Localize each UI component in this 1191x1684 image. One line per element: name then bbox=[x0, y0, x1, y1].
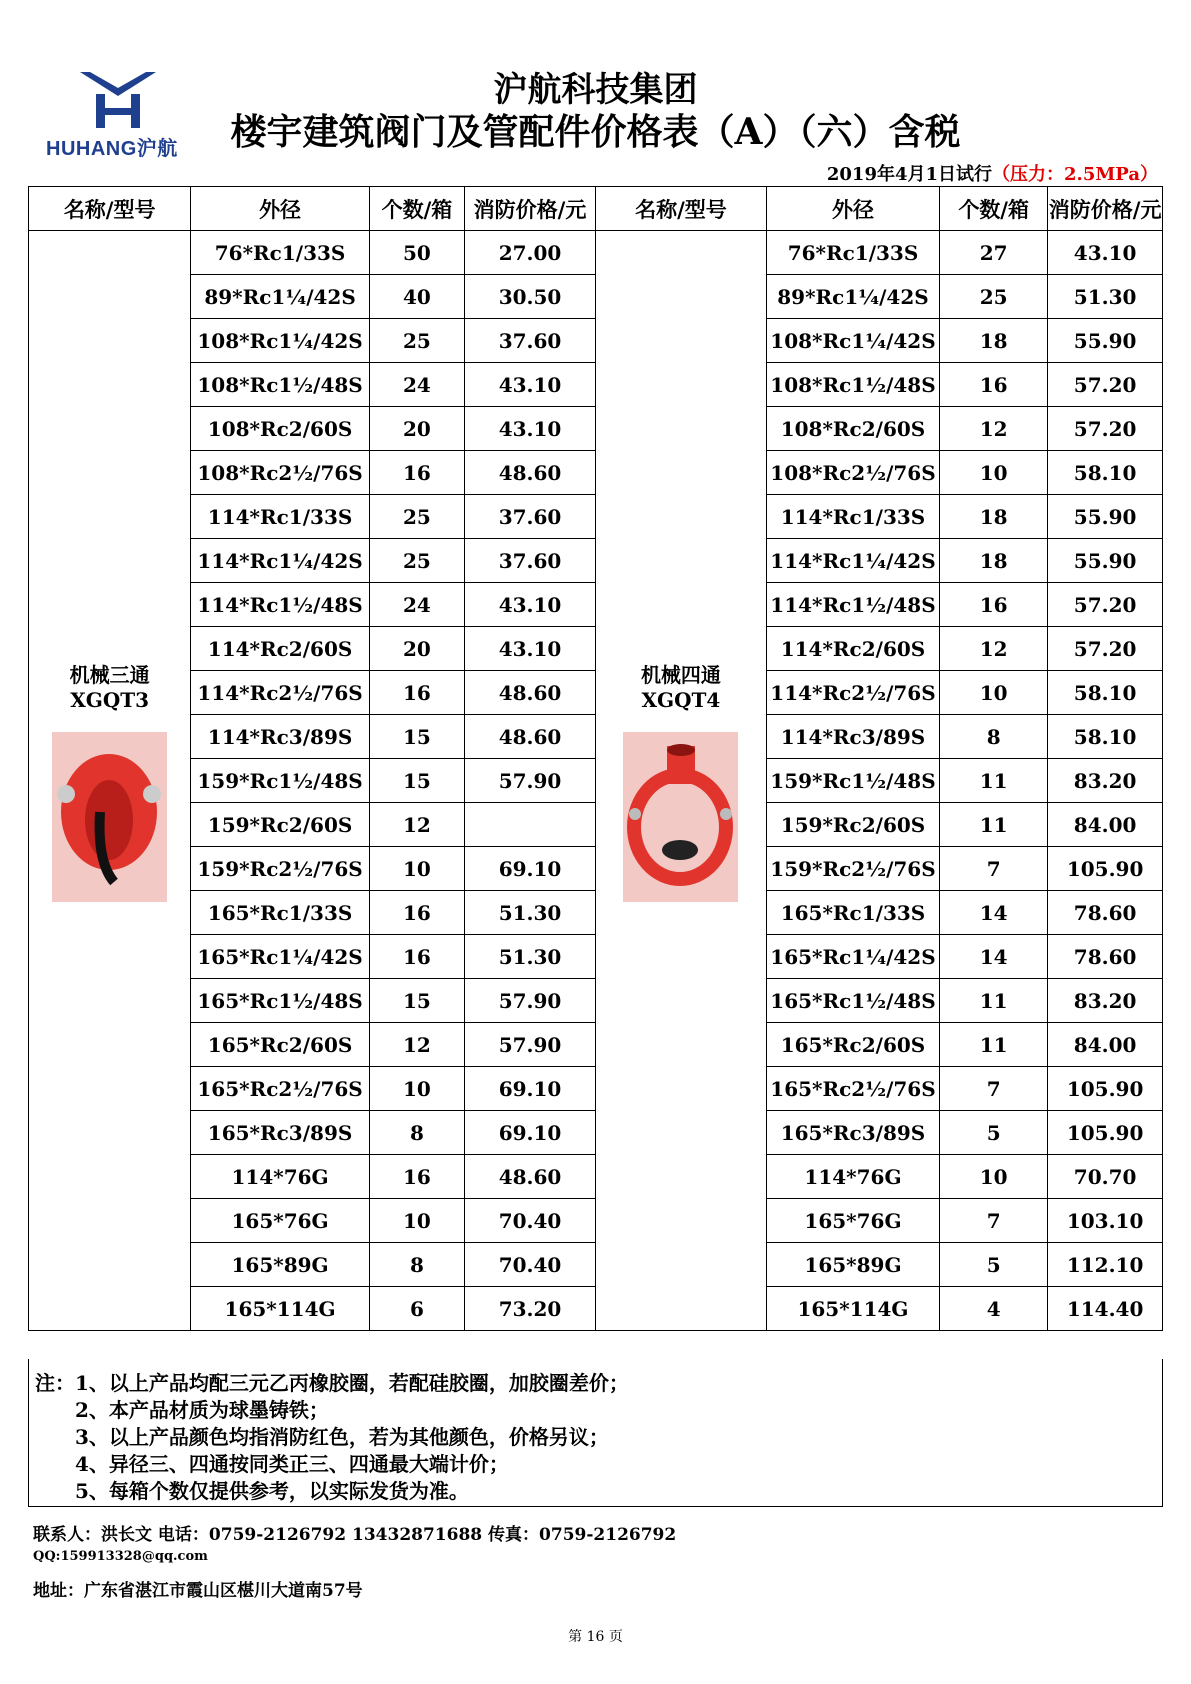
left-price-cell: 43.10 bbox=[465, 407, 596, 451]
right-price-cell: 105.90 bbox=[1048, 1067, 1163, 1111]
left-qty-cell: 15 bbox=[369, 715, 464, 759]
right-price-cell: 105.90 bbox=[1048, 847, 1163, 891]
right-od-cell: 159*Rc2½/76S bbox=[766, 847, 939, 891]
right-od-cell: 165*114G bbox=[766, 1287, 939, 1331]
left-od-cell: 108*Rc1¼/42S bbox=[191, 319, 370, 363]
price-table bbox=[28, 186, 1163, 1331]
right-product-cell bbox=[595, 231, 766, 1331]
left-qty-cell: 24 bbox=[369, 583, 464, 627]
left-od-cell: 165*Rc2½/76S bbox=[191, 1067, 370, 1111]
left-qty-cell: 8 bbox=[369, 1243, 464, 1287]
left-price-cell: 43.10 bbox=[465, 363, 596, 407]
left-od-cell: 159*Rc2/60S bbox=[191, 803, 370, 847]
right-od-cell: 159*Rc2/60S bbox=[766, 803, 939, 847]
left-qty-cell: 40 bbox=[369, 275, 464, 319]
left-price-cell: 30.50 bbox=[465, 275, 596, 319]
left-qty-cell: 20 bbox=[369, 627, 464, 671]
left-od-cell: 159*Rc2½/76S bbox=[191, 847, 370, 891]
header-cell: 外径 bbox=[766, 187, 939, 231]
left-od-cell: 114*Rc1½/48S bbox=[191, 583, 370, 627]
right-qty-cell: 11 bbox=[940, 759, 1048, 803]
right-qty-cell: 12 bbox=[940, 627, 1048, 671]
right-od-cell: 108*Rc2½/76S bbox=[766, 451, 939, 495]
left-qty-cell: 12 bbox=[369, 1023, 464, 1067]
left-od-cell: 165*114G bbox=[191, 1287, 370, 1331]
right-price-cell: 105.90 bbox=[1048, 1111, 1163, 1155]
cross-fitting-photo-icon bbox=[623, 732, 738, 902]
right-qty-cell: 10 bbox=[940, 1155, 1048, 1199]
left-od-cell: 165*Rc1½/48S bbox=[191, 979, 370, 1023]
left-price-cell: 69.10 bbox=[465, 847, 596, 891]
right-od-cell: 114*Rc1¼/42S bbox=[766, 539, 939, 583]
left-price-cell: 37.60 bbox=[465, 495, 596, 539]
right-qty-cell: 10 bbox=[940, 451, 1048, 495]
left-price-cell: 48.60 bbox=[465, 451, 596, 495]
right-product-model: XGQT4 bbox=[641, 688, 721, 712]
tee-fitting-photo-icon bbox=[52, 732, 167, 902]
left-product-cell bbox=[29, 231, 191, 1331]
pressure-text: （压力：2.5MPa） bbox=[992, 164, 1158, 185]
right-od-cell: 114*Rc1½/48S bbox=[766, 583, 939, 627]
header-cell: 消防价格/元 bbox=[465, 187, 596, 231]
header-cell: 名称/型号 bbox=[595, 187, 766, 231]
left-qty-cell: 8 bbox=[369, 1111, 464, 1155]
right-od-cell: 114*76G bbox=[766, 1155, 939, 1199]
right-price-cell: 58.10 bbox=[1048, 671, 1163, 715]
right-od-cell: 114*Rc2/60S bbox=[766, 627, 939, 671]
table-header-row bbox=[29, 187, 1163, 231]
left-qty-cell: 16 bbox=[369, 891, 464, 935]
right-od-cell: 165*Rc3/89S bbox=[766, 1111, 939, 1155]
right-od-cell: 165*89G bbox=[766, 1243, 939, 1287]
left-price-cell bbox=[465, 803, 596, 847]
left-od-cell: 165*76G bbox=[191, 1199, 370, 1243]
right-od-cell: 108*Rc2/60S bbox=[766, 407, 939, 451]
right-price-cell: 58.10 bbox=[1048, 715, 1163, 759]
right-price-cell: 57.20 bbox=[1048, 583, 1163, 627]
note-line: 注：1、以上产品均配三元乙丙橡胶圈，若配硅胶圈，加胶圈差价； bbox=[35, 1371, 629, 1395]
left-od-cell: 114*76G bbox=[191, 1155, 370, 1199]
left-price-cell: 69.10 bbox=[465, 1067, 596, 1111]
page-title: 楼宇建筑阀门及管配件价格表（A）（六）含税 bbox=[230, 111, 961, 153]
left-qty-cell: 50 bbox=[369, 231, 464, 275]
right-qty-cell: 4 bbox=[940, 1287, 1048, 1331]
left-qty-cell: 20 bbox=[369, 407, 464, 451]
right-qty-cell: 14 bbox=[940, 935, 1048, 979]
right-od-cell: 165*Rc2½/76S bbox=[766, 1067, 939, 1111]
left-od-cell: 108*Rc2½/76S bbox=[191, 451, 370, 495]
right-price-cell: 78.60 bbox=[1048, 891, 1163, 935]
left-price-cell: 48.60 bbox=[465, 671, 596, 715]
left-qty-cell: 10 bbox=[369, 1199, 464, 1243]
left-price-cell: 69.10 bbox=[465, 1111, 596, 1155]
right-price-cell: 70.70 bbox=[1048, 1155, 1163, 1199]
left-qty-cell: 25 bbox=[369, 495, 464, 539]
right-qty-cell: 16 bbox=[940, 583, 1048, 627]
right-od-cell: 165*Rc1¼/42S bbox=[766, 935, 939, 979]
left-price-cell: 57.90 bbox=[465, 759, 596, 803]
right-qty-cell: 18 bbox=[940, 539, 1048, 583]
left-price-cell: 70.40 bbox=[465, 1243, 596, 1287]
left-qty-cell: 16 bbox=[369, 451, 464, 495]
right-qty-cell: 18 bbox=[940, 319, 1048, 363]
left-od-cell: 108*Rc2/60S bbox=[191, 407, 370, 451]
right-od-cell: 165*Rc1/33S bbox=[766, 891, 939, 935]
left-price-cell: 73.20 bbox=[465, 1287, 596, 1331]
left-od-cell: 165*Rc1¼/42S bbox=[191, 935, 370, 979]
left-od-cell: 76*Rc1/33S bbox=[191, 231, 370, 275]
right-price-cell: 58.10 bbox=[1048, 451, 1163, 495]
date-text: 2019年4月1日试行 bbox=[826, 164, 993, 185]
left-qty-cell: 16 bbox=[369, 935, 464, 979]
right-price-cell: 78.60 bbox=[1048, 935, 1163, 979]
right-qty-cell: 10 bbox=[940, 671, 1048, 715]
header-cell: 个数/箱 bbox=[940, 187, 1048, 231]
left-price-cell: 27.00 bbox=[465, 231, 596, 275]
left-price-cell: 51.30 bbox=[465, 891, 596, 935]
right-price-cell: 84.00 bbox=[1048, 1023, 1163, 1067]
header-cell: 消防价格/元 bbox=[1048, 187, 1163, 231]
right-price-cell: 84.00 bbox=[1048, 803, 1163, 847]
right-price-cell: 55.90 bbox=[1048, 539, 1163, 583]
left-od-cell: 89*Rc1¼/42S bbox=[191, 275, 370, 319]
right-od-cell: 114*Rc2½/76S bbox=[766, 671, 939, 715]
right-od-cell: 108*Rc1½/48S bbox=[766, 363, 939, 407]
left-price-cell: 57.90 bbox=[465, 1023, 596, 1067]
left-od-cell: 114*Rc2/60S bbox=[191, 627, 370, 671]
logo-text: HUHANG沪航 bbox=[46, 138, 178, 160]
left-qty-cell: 15 bbox=[369, 979, 464, 1023]
right-price-cell: 43.10 bbox=[1048, 231, 1163, 275]
left-qty-cell: 6 bbox=[369, 1287, 464, 1331]
left-product-model: XGQT3 bbox=[70, 688, 150, 712]
right-qty-cell: 11 bbox=[940, 1023, 1048, 1067]
right-price-cell: 57.20 bbox=[1048, 407, 1163, 451]
right-od-cell: 108*Rc1¼/42S bbox=[766, 319, 939, 363]
left-price-cell: 43.10 bbox=[465, 583, 596, 627]
table-row bbox=[29, 231, 1163, 275]
right-price-cell: 83.20 bbox=[1048, 759, 1163, 803]
right-qty-cell: 18 bbox=[940, 495, 1048, 539]
right-qty-cell: 8 bbox=[940, 715, 1048, 759]
left-product-name: 机械三通 bbox=[69, 663, 150, 687]
left-qty-cell: 15 bbox=[369, 759, 464, 803]
right-price-cell: 57.20 bbox=[1048, 363, 1163, 407]
effective-date bbox=[827, 160, 1158, 186]
note-line: 5、每箱个数仅提供参考，以实际发货为准。 bbox=[75, 1479, 469, 1503]
right-product-name: 机械四通 bbox=[640, 663, 721, 687]
left-od-cell: 165*Rc3/89S bbox=[191, 1111, 370, 1155]
right-od-cell: 89*Rc1¼/42S bbox=[766, 275, 939, 319]
right-od-cell: 114*Rc3/89S bbox=[766, 715, 939, 759]
right-qty-cell: 11 bbox=[940, 979, 1048, 1023]
right-qty-cell: 27 bbox=[940, 231, 1048, 275]
right-qty-cell: 16 bbox=[940, 363, 1048, 407]
left-qty-cell: 10 bbox=[369, 847, 464, 891]
address-info: 地址：广东省湛江市霞山区椹川大道南57号 bbox=[33, 1581, 363, 1601]
left-qty-cell: 16 bbox=[369, 1155, 464, 1199]
header-cell: 名称/型号 bbox=[29, 187, 191, 231]
note-line: 2、本产品材质为球墨铸铁； bbox=[75, 1398, 329, 1422]
right-od-cell: 114*Rc1/33S bbox=[766, 495, 939, 539]
right-qty-cell: 11 bbox=[940, 803, 1048, 847]
left-price-cell: 51.30 bbox=[465, 935, 596, 979]
right-qty-cell: 7 bbox=[940, 847, 1048, 891]
right-price-cell: 51.30 bbox=[1048, 275, 1163, 319]
left-price-cell: 48.60 bbox=[465, 1155, 596, 1199]
left-qty-cell: 12 bbox=[369, 803, 464, 847]
left-price-cell: 57.90 bbox=[465, 979, 596, 1023]
right-price-cell: 57.20 bbox=[1048, 627, 1163, 671]
left-od-cell: 108*Rc1½/48S bbox=[191, 363, 370, 407]
right-qty-cell: 7 bbox=[940, 1199, 1048, 1243]
right-qty-cell: 5 bbox=[940, 1111, 1048, 1155]
page-number: 第 16 页 bbox=[568, 1629, 623, 1645]
right-od-cell: 76*Rc1/33S bbox=[766, 231, 939, 275]
right-price-cell: 55.90 bbox=[1048, 495, 1163, 539]
right-price-cell: 114.40 bbox=[1048, 1287, 1163, 1331]
left-price-cell: 48.60 bbox=[465, 715, 596, 759]
left-od-cell: 165*Rc2/60S bbox=[191, 1023, 370, 1067]
left-price-cell: 37.60 bbox=[465, 539, 596, 583]
right-price-cell: 103.10 bbox=[1048, 1199, 1163, 1243]
left-od-cell: 114*Rc1/33S bbox=[191, 495, 370, 539]
right-qty-cell: 14 bbox=[940, 891, 1048, 935]
left-od-cell: 159*Rc1½/48S bbox=[191, 759, 370, 803]
header-cell: 个数/箱 bbox=[369, 187, 464, 231]
left-od-cell: 165*89G bbox=[191, 1243, 370, 1287]
right-od-cell: 165*Rc1½/48S bbox=[766, 979, 939, 1023]
contact-info: 联系人：洪长文 电话：0759-2126792 13432871688 传真：0759-2126792 bbox=[33, 1525, 677, 1545]
header-cell: 外径 bbox=[191, 187, 370, 231]
right-price-cell: 112.10 bbox=[1048, 1243, 1163, 1287]
right-price-cell: 83.20 bbox=[1048, 979, 1163, 1023]
right-qty-cell: 7 bbox=[940, 1067, 1048, 1111]
left-price-cell: 70.40 bbox=[465, 1199, 596, 1243]
left-price-cell: 43.10 bbox=[465, 627, 596, 671]
right-qty-cell: 5 bbox=[940, 1243, 1048, 1287]
qq-info: QQ:159913328@qq.com bbox=[33, 1549, 208, 1564]
left-qty-cell: 25 bbox=[369, 319, 464, 363]
right-od-cell: 159*Rc1½/48S bbox=[766, 759, 939, 803]
left-od-cell: 114*Rc3/89S bbox=[191, 715, 370, 759]
left-price-cell: 37.60 bbox=[465, 319, 596, 363]
left-qty-cell: 24 bbox=[369, 363, 464, 407]
right-price-cell: 55.90 bbox=[1048, 319, 1163, 363]
left-qty-cell: 16 bbox=[369, 671, 464, 715]
left-qty-cell: 25 bbox=[369, 539, 464, 583]
right-qty-cell: 12 bbox=[940, 407, 1048, 451]
right-od-cell: 165*Rc2/60S bbox=[766, 1023, 939, 1067]
notes-box bbox=[28, 1359, 1163, 1507]
left-od-cell: 114*Rc2½/76S bbox=[191, 671, 370, 715]
note-line: 4、异径三、四通按同类正三、四通最大端计价； bbox=[75, 1452, 509, 1476]
left-od-cell: 165*Rc1/33S bbox=[191, 891, 370, 935]
note-line: 3、以上产品颜色均指消防红色，若为其他颜色，价格另议； bbox=[75, 1425, 609, 1449]
right-od-cell: 165*76G bbox=[766, 1199, 939, 1243]
right-qty-cell: 25 bbox=[940, 275, 1048, 319]
left-od-cell: 114*Rc1¼/42S bbox=[191, 539, 370, 583]
left-qty-cell: 10 bbox=[369, 1067, 464, 1111]
company-name: 沪航科技集团 bbox=[493, 70, 698, 110]
